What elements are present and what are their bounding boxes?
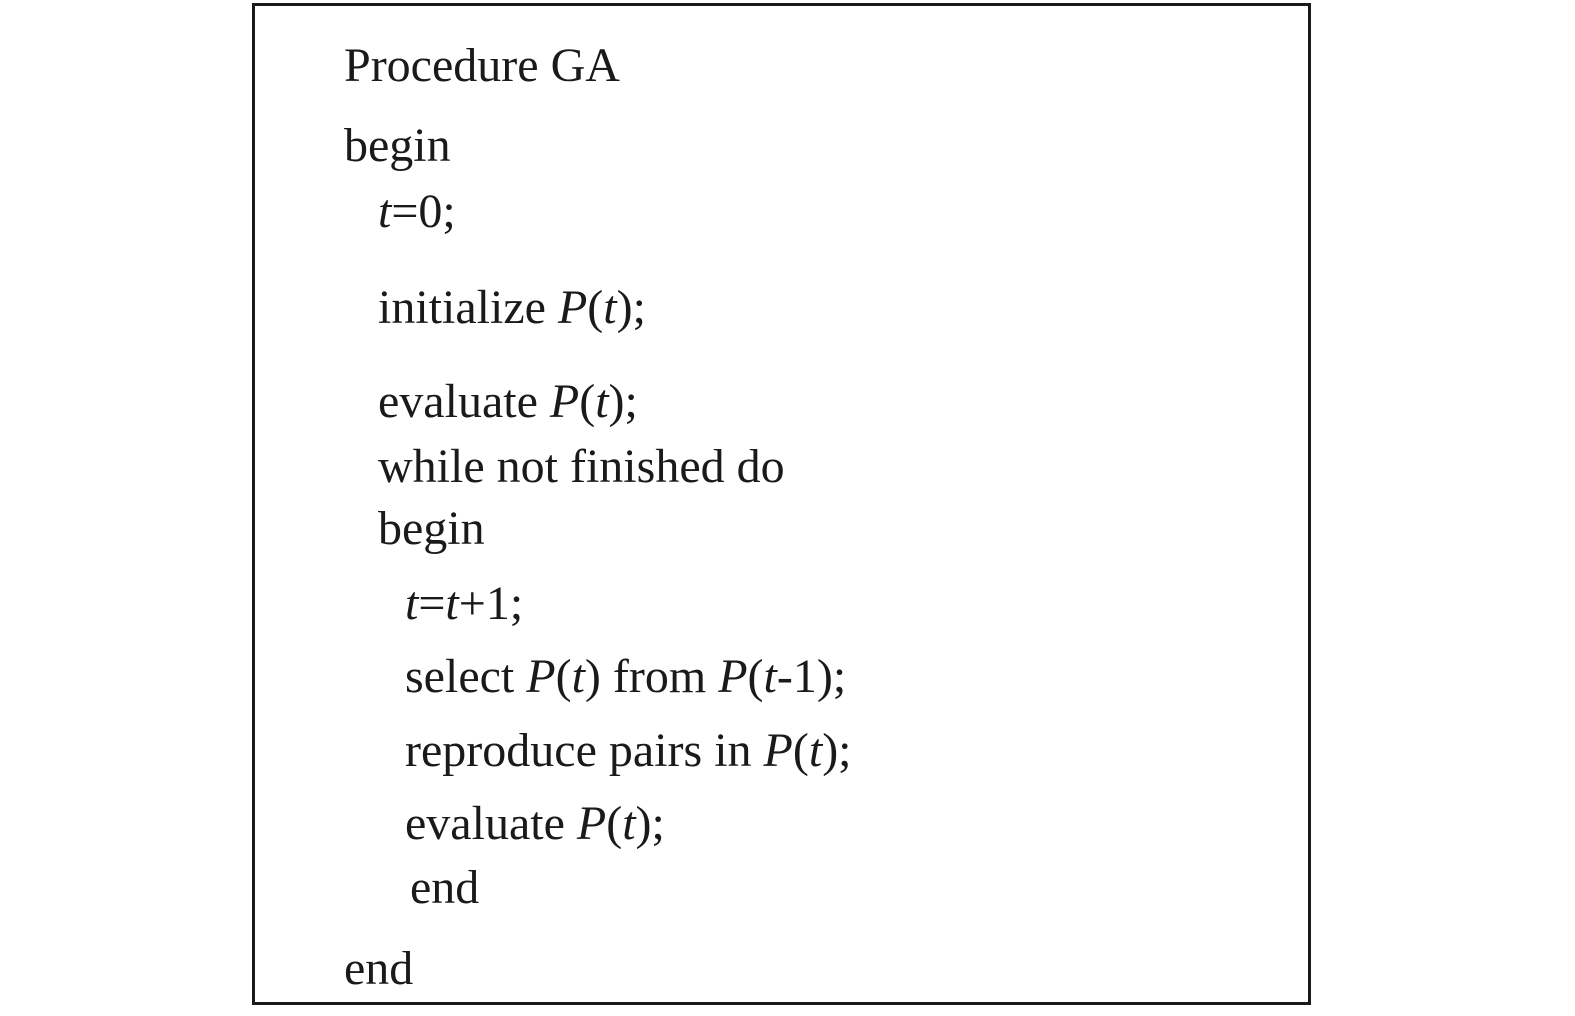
- var-P: P: [576, 797, 607, 850]
- keyword-begin: begin: [344, 119, 451, 172]
- var-P: P: [763, 724, 793, 777]
- var-t: t: [808, 724, 823, 777]
- var-t: t: [378, 185, 392, 238]
- keyword-while: while not finished do: [378, 440, 785, 493]
- inner-begin-line: [378, 502, 485, 555]
- inner-evaluate-line: [405, 797, 665, 850]
- var-P: P: [718, 650, 748, 703]
- keyword-end: end: [344, 942, 414, 995]
- var-t: t: [571, 650, 585, 703]
- keyword-reproduce: reproduce pairs in: [405, 724, 764, 777]
- var-t: t: [603, 281, 617, 334]
- assign-op: =: [418, 577, 446, 630]
- var-t: t: [763, 650, 777, 703]
- inner-end-line: [410, 861, 480, 914]
- paren-close-semicolon: );: [608, 375, 638, 428]
- paren-open: (: [792, 724, 809, 777]
- initialize-line: [378, 281, 646, 334]
- plus-one: +1;: [458, 577, 524, 630]
- paren-open: (: [747, 650, 764, 703]
- while-line: [378, 440, 785, 493]
- keyword-initialize: initialize: [378, 281, 558, 334]
- paren-close-semicolon: );: [822, 724, 852, 777]
- keyword-evaluate: evaluate: [378, 375, 550, 428]
- keyword-evaluate: evaluate: [405, 797, 577, 850]
- procedure-title: Procedure GA: [344, 39, 620, 92]
- paren-open: (: [579, 375, 596, 428]
- keyword-select: select: [405, 650, 527, 703]
- paren-close-semicolon: );: [616, 281, 646, 334]
- outer-end-line: [344, 942, 414, 995]
- paren-close-semicolon: );: [635, 797, 665, 850]
- reproduce-line: [405, 724, 852, 777]
- increment-line: [405, 577, 524, 630]
- var-P: P: [526, 650, 556, 703]
- keyword-end: end: [410, 861, 480, 914]
- paren-open: (: [587, 281, 604, 334]
- var-P: P: [557, 281, 588, 334]
- var-P: P: [549, 375, 580, 428]
- var-t: t: [622, 797, 636, 850]
- init-time-line: [378, 185, 456, 238]
- assign-zero: =0;: [391, 185, 456, 238]
- evaluate-line: [378, 375, 638, 428]
- var-t: t: [595, 375, 609, 428]
- var-t: t: [445, 577, 459, 630]
- select-line: [405, 650, 847, 703]
- var-t: t: [405, 577, 419, 630]
- minus-one-close: -1);: [776, 650, 847, 703]
- keyword-begin: begin: [378, 502, 485, 555]
- outer-begin-line: [344, 119, 451, 172]
- paren-open: (: [555, 650, 572, 703]
- paren-open: (: [606, 797, 623, 850]
- keyword-from: ) from: [584, 650, 719, 703]
